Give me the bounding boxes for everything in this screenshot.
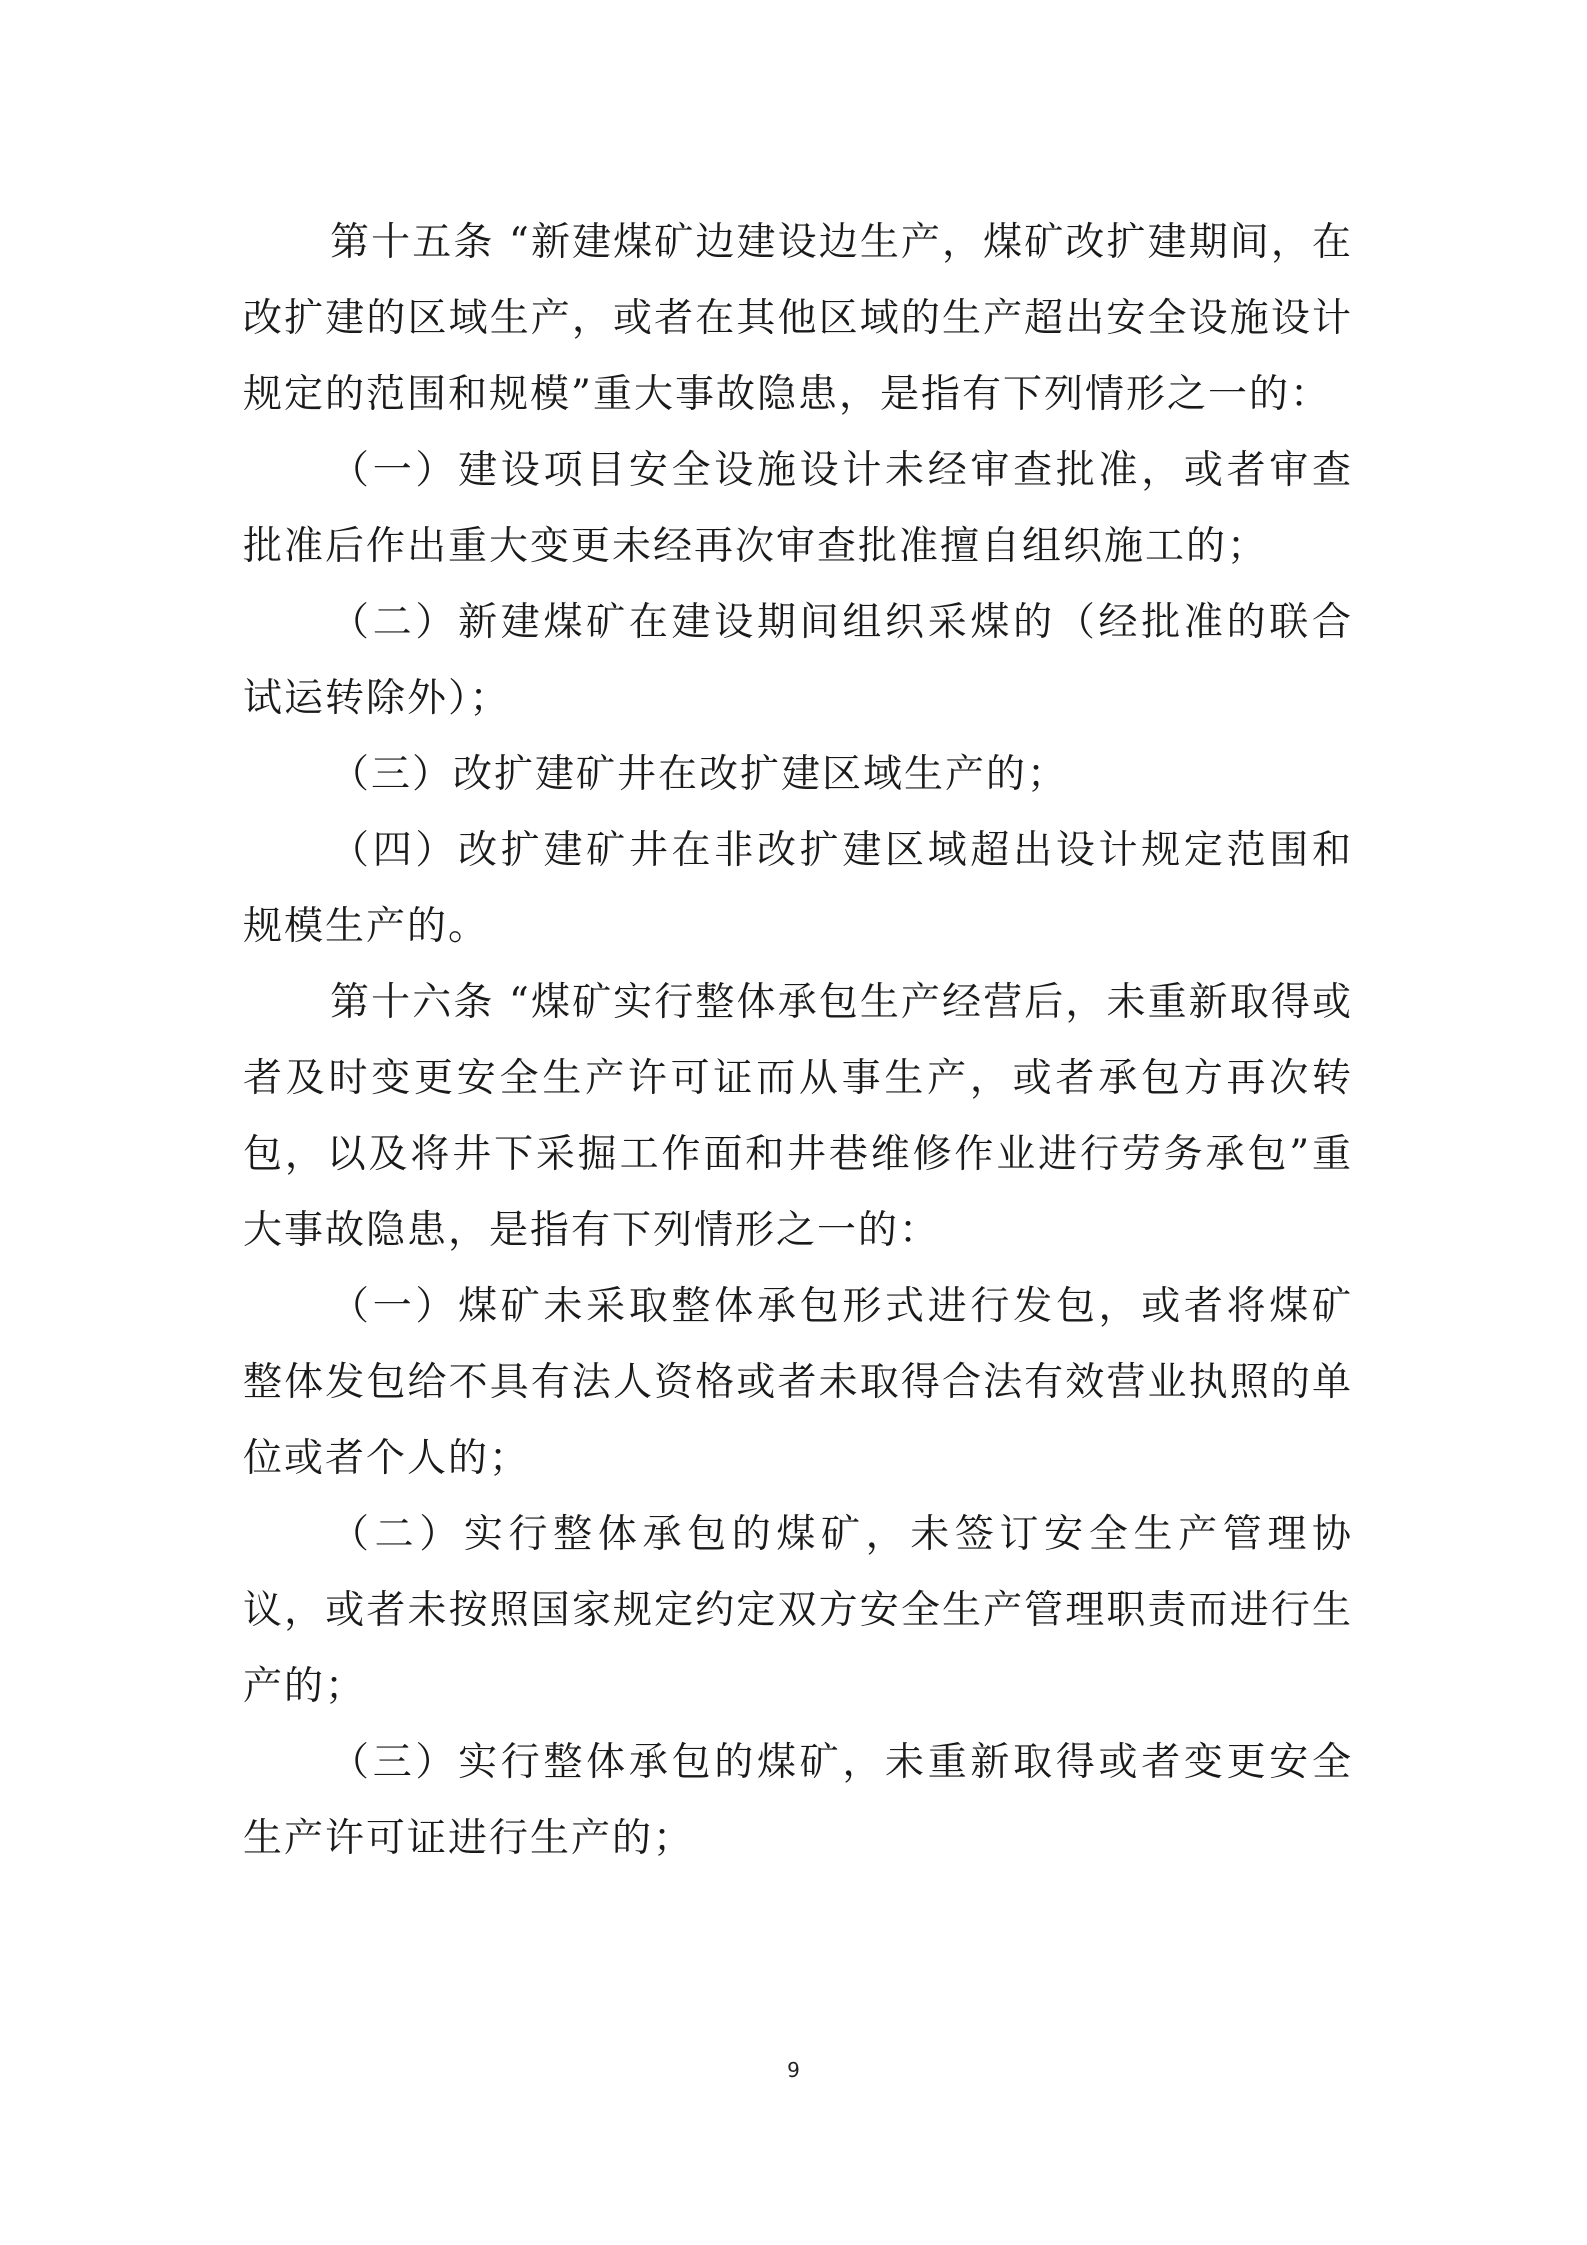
article-15-item-2: （二）新建煤矿在建设期间组织采煤的（经批准的联合试运转除外）； [243, 600, 1353, 721]
article-16-heading-paragraph: 第十六条 “煤矿实行整体承包生产经营后，未重新取得或者及时变更安全生产许可证而从事生产，或者承包方再次转包，以及将井下采掘工作面和井巷维修作业进行劳务承包”重大事故隐患，是指有下列情形之一的： [243, 980, 1353, 1253]
article-15-item-4: （四）改扩建矿井在非改扩建区域超出设计规定范围和规模生产的。 [243, 828, 1353, 949]
article-16-item-3: （三）实行整体承包的煤矿，未重新取得或者变更安全生产许可证进行生产的； [243, 1740, 1353, 1861]
document-body [243, 205, 1353, 1877]
article-16-item-1: （一）煤矿未采取整体承包形式进行发包，或者将煤矿整体发包给不具有法人资格或者未取得合法有效营业执照的单位或者个人的； [243, 1284, 1353, 1481]
article-15-item-1: （一）建设项目安全设施设计未经审查批准，或者审查批准后作出重大变更未经再次审查批准擅自组织施工的； [243, 448, 1353, 569]
article-15-item-3: （三）改扩建矿井在改扩建区域生产的； [330, 752, 1069, 797]
article-15-heading-paragraph: 第十五条 “新建煤矿边建设边生产，煤矿改扩建期间，在改扩建的区域生产，或者在其他区域的生产超出安全设施设计规定的范围和规模”重大事故隐患，是指有下列情形之一的： [243, 220, 1353, 417]
page-number: 9 [787, 2058, 800, 2082]
article-16-item-2: （二）实行整体承包的煤矿，未签订安全生产管理协议，或者未按照国家规定约定双方安全生产管理职责而进行生产的； [243, 1512, 1353, 1709]
